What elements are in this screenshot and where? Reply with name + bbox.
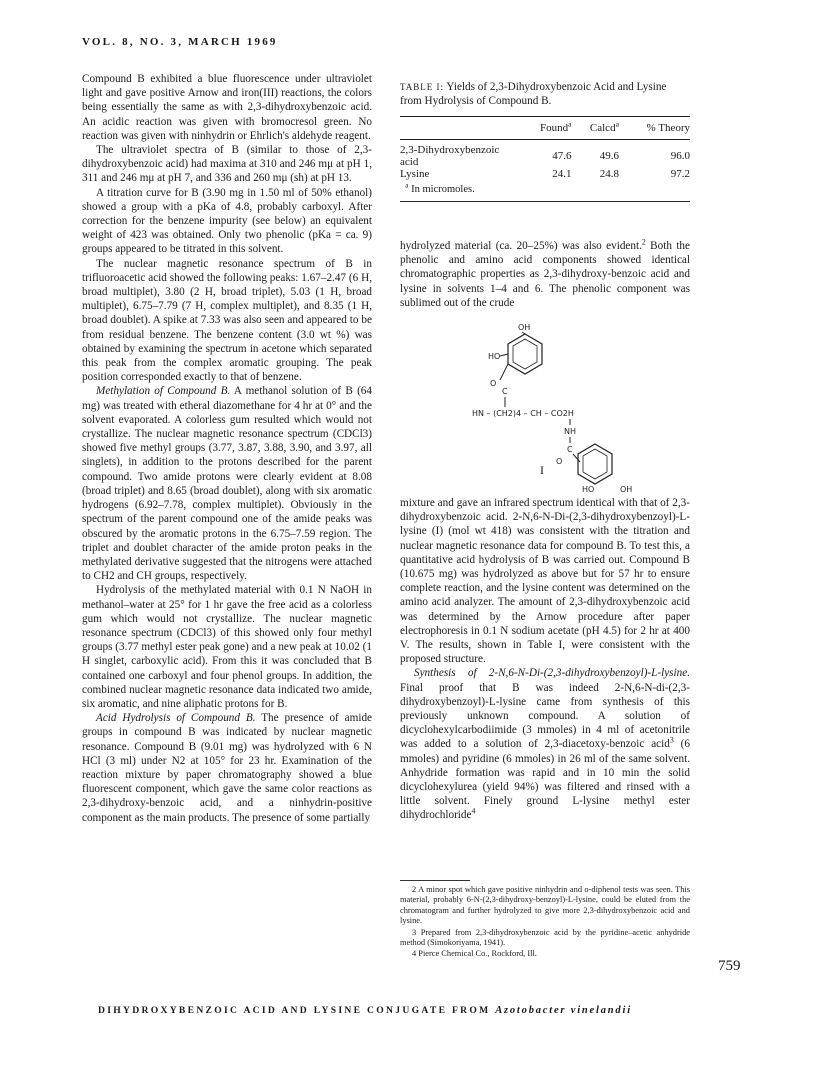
- col-header-calcd: Calcd$^a$: [589, 119, 619, 134]
- structure-label: I: [540, 463, 544, 477]
- table-footnote: $^a$ In micromoles.: [405, 180, 475, 195]
- chemical-structure: [470, 322, 690, 492]
- paragraph: A titration curve for B (3.90 mg in 1.50 ml of 50% ethanol) showed a group with a pKa of 4.8, probably carboxyl. After correction for the benzene impurity (see below) an equivalent weight of 423 was obtained. Only two phenolic (pKa = ca. 9) groups appeared to be titrated in this solvent.: [82, 186, 372, 256]
- svg-text:NH: NH: [564, 427, 576, 436]
- col-header-found: Found$^a$: [539, 119, 572, 134]
- footnotes: [400, 880, 690, 961]
- svg-text:O: O: [556, 457, 563, 466]
- svg-text:OH: OH: [620, 485, 633, 492]
- svg-text:HO: HO: [582, 485, 595, 492]
- paragraph: hydrolyzed material (ca. 20–25%) was also evident.$^2$ Both the phenolic and amino acid components showed identical chromatographic properties as 2,3-dihydroxy-benzoic acid and lysine in solvents 1–4 and 6. The phenolic component was sublimed out of the crude: [400, 237, 690, 309]
- section-heading: Synthesis of 2-N,6-N-Di-(2,3-dihydroxybenzoyl)-L-lysine.: [414, 667, 690, 680]
- right-column-top: [400, 239, 690, 310]
- running-head: VOL. 8, NO. 3, MARCH 1969: [82, 36, 278, 48]
- col-header-theory: % Theory: [646, 122, 690, 134]
- svg-text:C: C: [567, 445, 573, 454]
- lysine-chain: HN – (CH2)4 – CH – CO2H: [472, 409, 574, 418]
- yields-table: [400, 117, 690, 180]
- paragraph: The nuclear magnetic resonance spectrum of B in trifluoroacetic acid showed the following peaks: 1.67–2.47 (6 H, broad multiplet), 3.80 (2 H, broad triplet), 5.03 (1 H, broad multiplet), 6.75–7.79 (7 H, complex multiplet), and 8.35 (1 H, broad doublet). A spike at 7.33 was also seen and appeared to be from residual benzene. The benzene content (3.0 wt %) was obtained by examining the spectrum in acetone which separated this peak from the complex aromatic grouping. The peak position corresponded exactly to that of benzene.: [82, 257, 372, 384]
- page-number: 759: [718, 958, 741, 974]
- footnote: 4 Pierce Chemical Co., Rockford, Ill.: [412, 949, 537, 959]
- table-row: 2,3-Dihydroxybenzoic acid 47.6 49.6 96.0: [400, 144, 690, 168]
- organism-name: Azotobacter vinelandii: [495, 1005, 632, 1016]
- left-column: [82, 72, 372, 825]
- table-1: [400, 80, 690, 202]
- table-caption: TABLE I: Yields of 2,3-Dihydroxybenzoic Acid and Lysine from Hydrolysis of Compound B.: [400, 81, 667, 107]
- svg-text:O: O: [490, 379, 497, 388]
- paragraph: Methylation of Compound B. A methanol solution of B (64 mg) was treated with etheral diazomethane for 4 hr at 0° and the solvent evaporated. A colorless gum resulted which would not crystallize. The nuclear magnetic resonance spectrum (CDCl3) showed five methyl groups (3.77, 3.87, 3.88, 3.90, and 3.97, all singlets), in addition to the protons described for the parent compound. Two amide protons were clearly evident at 8.08 (broad triplet) and 8.65 (broad doublet), along with six aromatic hydrogens (6.92–7.78, complex multiplet). Obviously in the spectrum of the parent compound one of the amide peaks was obscured by the aromatic protons in the 6.75–7.59 region. The triplet and doublet character of the amide proton peaks in the methylated derivative suggested that the nitrogens were attached to CH2 and CH groups, respectively.: [82, 385, 372, 583]
- running-foot: DIHYDROXYBENZOIC ACID AND LYSINE CONJUGATE FROM Azotobacter vinelandii: [98, 1005, 632, 1016]
- right-column-bottom: [400, 496, 690, 823]
- paragraph: Acid Hydrolysis of Compound B. The presence of amide groups in compound B was indicated by nuclear magnetic resonance. Compound B (9.01 mg) was hydrolyzed with 6 N HCl (3 ml) under N2 at 105° for 23 hr. Examination of the reaction mixture by paper chromatography showed a blue fluorescent component, which gave the same color reactions as 2,3-dihydroxy-benzoic acid, and a ninhydrin-positive component as the main products. The presence of some partially: [82, 712, 372, 824]
- paragraph: mixture and gave an infrared spectrum identical with that of 2,3-dihydroxybenzoic acid. 2-N,6-N-Di-(2,3-dihydroxybenzoyl)-L-lysine (I) (mol wt 418) was consistent with the titration and nuclear magnetic resonance data for compound B. To test this, a quantitative acid hydrolysis of B was carried out. Compound B (10.675 mg) was hydrolyzed as above but for 57 hr to ensure complete reaction, and the lysine content was determined on the amino acid analyzer. The amount of 2,3-dihydroxybenzoic acid was determined by the Arnow procedure after paper electrophoresis in 0.1 N sodium acetate (pH 4.5) for 2 hr at 400 V. The results, shown in Table I, were consistent with the proposed structure.: [400, 497, 690, 666]
- paragraph: Compound B exhibited a blue fluorescence under ultraviolet light and gave positive Arnow and iron(III) reactions, the colors being essentially the same as with 2,3-dihydroxybenzoic acid. An acidic reaction was given with bromocresol green. No reaction was given with ninhydrin or Ehrlich's aldehyde reagent.: [82, 73, 372, 142]
- section-heading: Methylation of Compound B.: [96, 385, 231, 398]
- footnote: 3 Prepared from 2,3-dihydroxybenzoic acid by the pyridine–acetic anhydride method (Simokoriyama, 1941).: [400, 927, 690, 948]
- svg-text:C: C: [502, 387, 508, 396]
- paragraph: The ultraviolet spectra of B (similar to those of 2,3-dihydroxybenzoic acid) had maxima at 310 and 246 mμ at pH 1, 311 and 246 mμ at pH 7, and 336 and 260 mμ (sh) at pH 13.: [82, 144, 372, 185]
- paragraph: Synthesis of 2-N,6-N-Di-(2,3-dihydroxybenzoyl)-L-lysine. Final proof that B was indeed 2-N,6-N-di-(2,3-dihydroxybenzoyl)-L-lysine came from synthesis of this previously unknown compound. A solution of dicyclohexylcarbodiimide (3 mmoles) in 4 ml of acetonitrile was added to a solution of 2,3-diacetoxy-benzoic acid$^3$ (6 mmoles) and pyridine (6 mmoles) in 26 ml of the same solvent. Anhydride formation was rapid and in 10 min the solid dicyclohexylurea (yield 94%) was filtered and rinsed with a little solvent. Finely ground L-lysine methyl ester dihydrochloride$^4$: [400, 667, 690, 822]
- ho-label: HO: [488, 352, 501, 361]
- oh-label: OH: [518, 323, 531, 332]
- table-row: Lysine 24.1 24.8 97.2: [400, 168, 690, 180]
- paragraph: Hydrolysis of the methylated material with 0.1 N NaOH in methanol–water at 25° for 1 hr gave the free acid as a colorless gum which would not crystallize. The nuclear magnetic resonance spectrum (CDCl3) of this showed only four methyl groups (3.77 methyl ester peak gone) and a new peak at 10.02 (1 H singlet, carboxylic acid). From this it was concluded that B contained one carboxyl and four phenol groups. In addition, the combined nuclear magnetic resonance data indicated two amide, six aromatic, and nine aliphatic protons for B.: [82, 584, 372, 710]
- section-heading: Acid Hydrolysis of Compound B.: [96, 712, 256, 725]
- footnote: 2 A minor spot which gave positive ninhydrin and o-diphenol tests was seen. This material, probably 6-N-(2,3-dihydroxy-benzoyl)-L-lysine, could be eluted from the chromatogram and further hydrolyzed to give more 2,3-dihydroxybenzoic acid and lysine.: [400, 885, 690, 926]
